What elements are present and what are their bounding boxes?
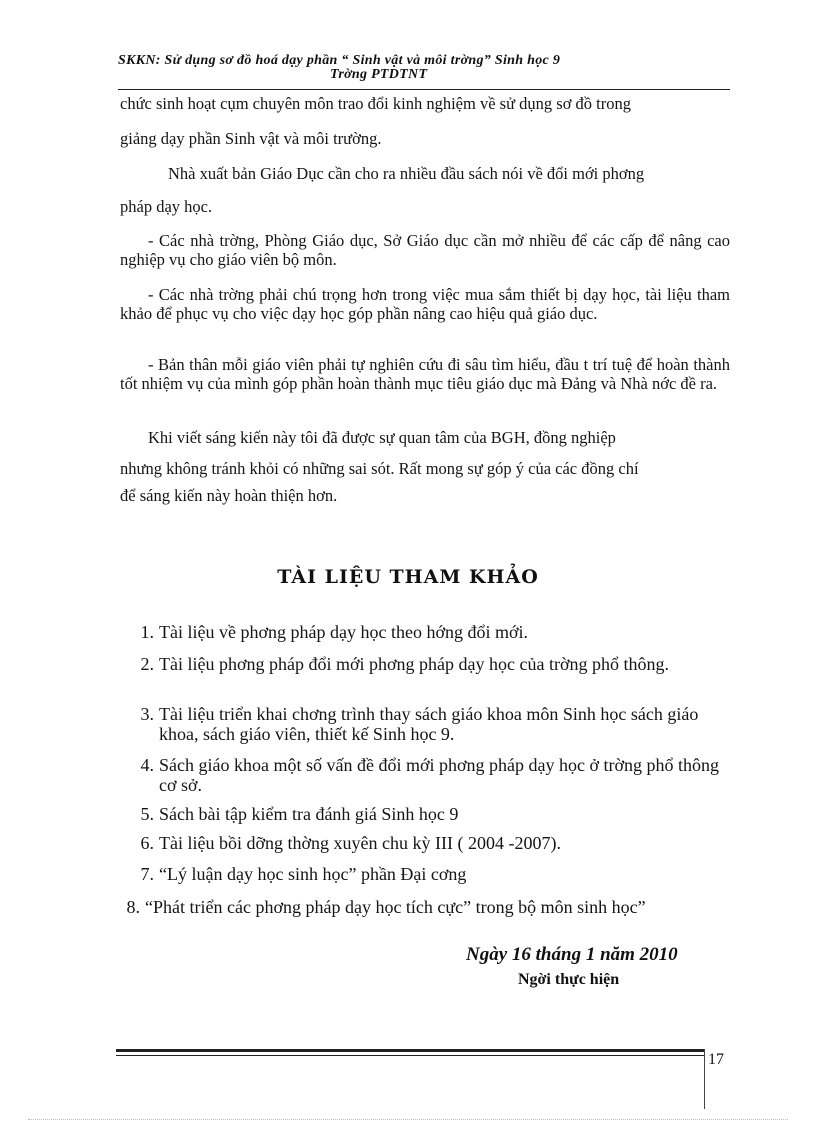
item-number: 7. [140, 864, 154, 884]
item-number: 8. [126, 897, 140, 917]
footer-rule-thick [116, 1049, 704, 1052]
references-title: TÀI LIỆU THAM KHẢO [277, 566, 539, 588]
signature-date: Ngày 16 tháng 1 năm 2010 [466, 944, 678, 965]
paragraph-line: giảng dạy phần Sinh vật và môi trường. [120, 129, 382, 148]
item-text: Tài liệu phơng pháp đổi mới phơng pháp dạy học của trờng phổ thông. [159, 654, 669, 674]
header-title: SKKN: Sử dụng sơ đồ hoá dạy phần “ Sinh vật và môi trờng” Sinh học 9 [118, 53, 561, 68]
item-text: Tài liệu bồi dỡng thờng xuyên chu kỳ III ( 2004 -2007). [159, 833, 561, 853]
paragraph: - Bản thân mỗi giáo viên phải tự nghiên cứu đi sâu tìm hiểu, đầu t trí tuệ để hoàn thành tốt nhiệm vụ của mình góp phần hoàn thành mục tiêu giáo dục mà Đảng và Nhà nớc đề ra. [120, 355, 730, 393]
item-number: 4. [140, 755, 154, 775]
paragraph-line: để sáng kiến này hoàn thiện hơn. [120, 486, 338, 505]
footer-vertical-rule [704, 1049, 705, 1109]
paragraph-line: chức sinh hoạt cụm chuyên môn trao đổi kinh nghiệm về sử dụng sơ đồ trong [120, 94, 631, 113]
list-item [128, 622, 733, 642]
list-item [128, 864, 733, 884]
page-header [118, 52, 718, 84]
list-item [128, 804, 733, 824]
item-text: Tài liệu triển khai chơng trình thay sách giáo khoa môn Sinh học sách giáo khoa, sách giáo viên, thiết kế Sinh học 9. [159, 704, 699, 744]
paragraph-line: pháp dạy học. [120, 197, 213, 216]
item-number: 5. [140, 804, 154, 824]
header-school: Trờng PTDTNT [330, 67, 428, 82]
page-number: 17 [708, 1051, 724, 1068]
item-number: 2. [140, 654, 154, 674]
list-item [128, 833, 733, 853]
item-text: Tài liệu về phơng pháp dạy học theo hớng đổi mới. [159, 622, 528, 642]
paragraph: - Các nhà trờng phải chú trọng hơn trong việc mua sắm thiết bị dạy học, tài liệu tham khảo để phục vụ cho việc dạy học góp phần nâng cao hiệu quả giáo dục. [120, 285, 730, 323]
item-text: Sách giáo khoa một số vấn đề đổi mới phơng pháp dạy học ở trờng phổ thông cơ sở. [159, 755, 719, 795]
list-item [128, 755, 733, 795]
item-number: 6. [140, 833, 154, 853]
list-item [114, 897, 731, 917]
footer-rule-thin [116, 1055, 704, 1056]
list-item [128, 654, 733, 674]
header-rule [118, 89, 730, 90]
item-number: 3. [140, 704, 154, 724]
paragraph: - Các nhà trờng, Phòng Giáo dục, Sở Giáo dục cần mở nhiều để các cấp để nâng cao nghiệp vụ cho giáo viên bộ môn. [120, 231, 730, 269]
paragraph-line: nhưng không tránh khỏi có những sai sót. Rất mong sự góp ý của các đồng chí [120, 459, 639, 478]
paragraph-line: Nhà xuất bản Giáo Dục cần cho ra nhiều đầu sách nói về đổi mới phơng [168, 164, 645, 183]
item-text: “Lý luận dạy học sinh học” phần Đại cơng [159, 864, 467, 884]
item-number: 1. [140, 622, 154, 642]
page-bottom-border [28, 1119, 788, 1120]
item-text: “Phát triển các phơng pháp dạy học tích cực” trong bộ môn sinh học” [145, 897, 646, 917]
item-text: Sách bài tập kiểm tra đánh giá Sinh học 9 [159, 804, 459, 824]
signature-role: Ngời thực hiện [518, 971, 620, 988]
paragraph-line: Khi viết sáng kiến này tôi đã được sự quan tâm của BGH, đồng nghiệp [148, 428, 616, 447]
list-item [128, 704, 733, 744]
